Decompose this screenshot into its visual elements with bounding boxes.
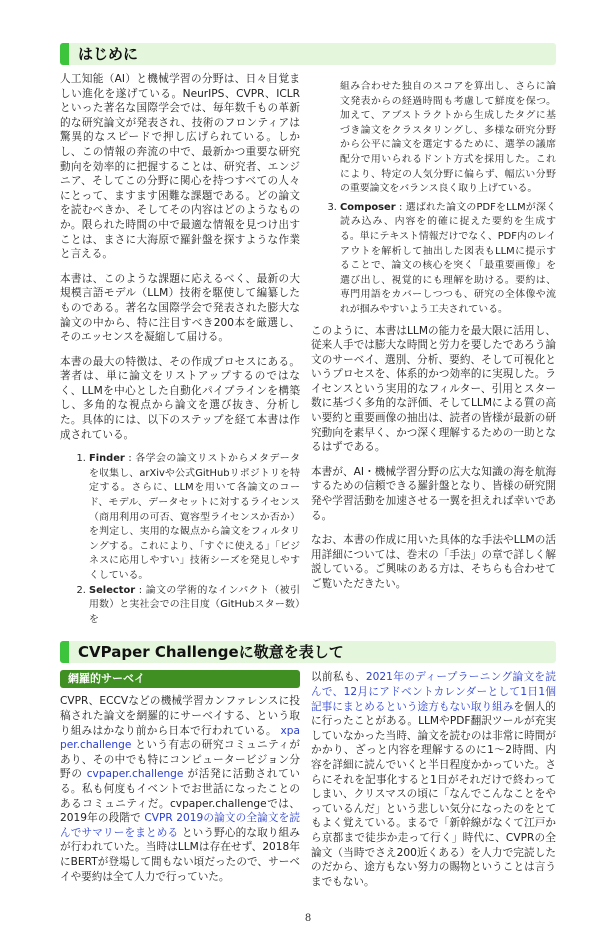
paragraph: このように、本書はLLMの能力を最大限に活用し、従来人手では膨大な時間と労力を要したであろう論文のサーベイ、選別、分析、要約、そして可視化というプロセスを、体系的かつ効率的に実現した。ライセンスという実用的なフィルター、引用とスター数に基づく多角的な評価、そしてLLMによる質の高い要約と重要画像の抽出は、読者の皆様が最新の研究動向を素早く、かつ深く理解するための一助となるはずである。 xyxy=(311,324,556,454)
heading-accent-bar xyxy=(60,641,69,663)
paragraph: なお、本書の作成に用いた具体的な手法やLLMの活用詳細については、巻末の「手法」の章で詳しく解説している。ご興味のある方は、そちらも合わせてご覧いただきたい。 xyxy=(311,534,556,590)
cvpaper-section xyxy=(60,641,556,899)
paragraph: 人工知能（AI）と機械学習の分野は、日々目覚ましい進化を遂げている。NeurIPS、CVPR、ICLRといった著名な国際学会では、毎年数千もの革新的な研究論文が発表され、技術のフロンティアは驚異的なスピードで押し広げられている。しかし、この情報の奔流の中で、最新かつ重要な研究動向を効率的に把握することは、研究者、エンジニア、そしてこの分野に関心を持つすべての人々にとって、ますます困難な課題である。どの論文を読むべきか、そしてその内容はどのようなものか。限られた時間の中で最適な情報を見つけ出すことは、まさに大海原で羅針盤を探すような作業と言える。 xyxy=(60,73,300,261)
cvpaper-challenge-link[interactable]: cvpaper.challenge xyxy=(86,768,184,781)
intro-right-column xyxy=(311,80,556,602)
text: CVPR、ECCVなどの機械学習カンファレンスに投稿された論文を網羅的にサーベイする、という取り組みはかなり前から日本で行われている。 xyxy=(60,695,300,737)
section-heading-cvpaper xyxy=(60,641,556,663)
paragraph xyxy=(311,670,556,889)
paragraph: 本書が、AI・機械学習分野の広大な知識の海を航海するための信頼できる羅針盤となり、皆様の研究開発や学習活動を加速させる一翼を担えれば幸いである。 xyxy=(311,465,556,522)
intro-left-column xyxy=(60,72,300,633)
step-name: Composer xyxy=(340,201,396,213)
advent-calendar-link[interactable]: 2021年のディープラーニング論文を読んで、12月にアドベントカレンダーとして1日1個記事にまとめるという途方もない取り組み xyxy=(311,671,556,713)
step-text: : 選ばれた論文のPDFをLLMが深く読み込み、内容を的確に捉えた要約を生成する。単にテキスト情報だけでなく、PDF内のレイアウトを解析して抽出した図表もLLMに提示することで、論文の核心を突く「最重要画像」を選び出し、視覚的にも理解を助ける。要約は、専門用語をカバーしつつも、研究の全体像や流れが掴みやすいよう工夫されている。 xyxy=(340,201,556,315)
process-steps-list xyxy=(60,452,300,627)
subheading-survey: 網羅的サーベイ xyxy=(60,670,300,688)
step-text: : 論文の学術的なインパクト（被引用数）と実社会での注目度（GitHubスター数）を xyxy=(89,584,300,625)
text: という有志の研究コミュニティがあり、その中でも特にコンピュータービジョン分野の xyxy=(60,739,300,781)
section-heading-introduction xyxy=(60,43,556,65)
text: を個人的に行ったことがある。LLMやPDF翻訳ツールが充実していなかった当時、論文を読むのは非常に時間がかかり、ざっと内容を理解するのに1～2時間、内容を詳細に読んでいくと半日程度かかっていた。さらにそれを記事化すると1日がそれだけで終わってしまい、クリスマスの頃に「なんでこんなことをやっているんだ」という悲しい気分になったのをとてもよく覚えている。まるで「新幹線がなくて江戸から京都まで徒歩か走って行く」時代に、CVPRの全論文（当時でさえ200近くある）を人力で完読したのだから、途方もない努力の賜物ということは言うまでもない。 xyxy=(311,700,557,888)
cvpaper-left-column xyxy=(60,670,300,894)
xpaper-challenge-link[interactable]: xpaper.challenge xyxy=(60,724,300,752)
page-number: 8 xyxy=(304,913,312,925)
step-text: : 各学会の論文リストからメタデータを収集し、arXivや公式GitHubリポジトリを特定する。さらに、LLMを用いて各論文のコード、モデル、データセットに対するライセンス（商用利用の可否、寛容型ライセンスか否か）を判定し、実用的な観点から論文をフィルタリングする。これにより、「すぐに使える」「ビジネスに応用しやすい」技術シーズを発見しやすくしている。 xyxy=(89,453,300,581)
paragraph: 本書の最大の特徴は、その作成プロセスにある。著者は、単に論文をリストアップするのではなく、LLMを中心とした自動化パイプラインを構築し、多角的な視点から論文を選び抜き、分析した。具体的には、以下のステップを経て本書は作成されている。 xyxy=(60,355,300,441)
step-finder xyxy=(89,452,300,583)
step-selector xyxy=(89,584,300,628)
cvpaper-right-column xyxy=(311,670,556,899)
heading-accent-bar xyxy=(60,43,69,65)
cvpaper-columns xyxy=(60,670,556,899)
step-selector-continuation: 組み合わせた独自のスコアを算出し、さらに論文発表からの経過時間も考慮して鮮度を保つ。加えて、アブストラクトから生成したタグに基づき論文をクラスタリングし、多様な研究分野から公平に論文を選定するために、選挙の議席配分で用いられるドント方式を採用した。これにより、特定の人気分野に偏らず、幅広い分野の重要論文をバランス良く取り上げている。 xyxy=(340,81,556,195)
text: 以前私も、 xyxy=(311,671,366,684)
process-steps-list-continued xyxy=(311,201,556,318)
heading-text: CVPaper Challengeに敬意を表して xyxy=(78,643,344,662)
text: という野心的な取り組みが行われていた。当時はLLMは存在せず、2018年にBERTが登場して間もない頃だったので、サーベイや要約は全て人力で行っていた。 xyxy=(60,826,300,883)
step-name: Selector xyxy=(89,584,136,596)
paragraph xyxy=(60,694,300,884)
heading-text: はじめに xyxy=(78,45,139,63)
step-composer xyxy=(340,201,556,318)
text: が活発に活動されている。私も何度もイベントでお世話になったことのあるコミュニティだ。cvpaper.challengeでは、2019年の段階で xyxy=(60,768,300,825)
paragraph: 本書は、このような課題に応えるべく、最新の大規模言語モデル（LLM）技術を駆使して編纂したものである。著名な国際学会で発表された膨大な論文の中から、特に注目すべき200本を厳選し、そのエッセンスを凝縮して届ける。 xyxy=(60,272,300,344)
intro-columns xyxy=(60,72,556,633)
cvpr2019-summary-link[interactable]: CVPR 2019の論文の全論文を読んでサマリーをまとめる xyxy=(60,812,300,839)
step-name: Finder xyxy=(89,453,125,465)
